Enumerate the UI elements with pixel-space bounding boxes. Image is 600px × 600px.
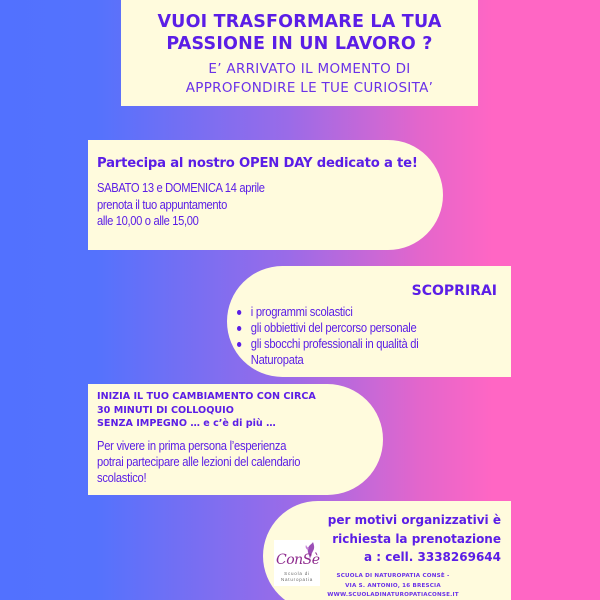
- discover-title: SCOPRIRAI: [411, 283, 497, 299]
- headline-line-1: VUOI TRASFORMARE LA TUA: [157, 12, 442, 32]
- list-item-text-continuation: Naturopata: [250, 352, 304, 367]
- bullet-icon: [237, 310, 241, 315]
- list-item: [237, 336, 418, 368]
- start-body-line-1: Per vivere in prima persona l’esperienza: [97, 437, 287, 453]
- list-item-text: gli obbiettivi del percorso personale: [250, 320, 417, 335]
- booking-line-2: richiesta la prenotazione: [332, 531, 501, 546]
- logo-subtitle-2: Naturopatia: [280, 577, 314, 582]
- logo-subtitle-1: Scuola di: [284, 571, 310, 576]
- open-day-dates: SABATO 13 e DOMENICA 14 aprile: [97, 180, 265, 195]
- open-day-title: Partecipa al nostro OPEN DAY dedicato a te!: [97, 156, 418, 171]
- list-item-text: i programmi scolastici: [250, 304, 353, 319]
- subheadline-line-1: E’ ARRIVATO IL MOMENTO DI: [208, 61, 411, 77]
- discover-card: [227, 266, 511, 377]
- school-website: WWW.SCUOLADINATUROPATIACONSE.IT: [327, 592, 459, 598]
- open-day-booking-note: prenota il tuo appuntamento: [97, 196, 227, 212]
- start-title-line-1: INIZIA IL TUO CAMBIAMENTO CON CIRCA: [97, 391, 316, 402]
- start-title-line-2: 30 MINUTI DI COLLOQUIO: [97, 404, 234, 416]
- booking-card: [263, 501, 511, 600]
- bullet-icon: [237, 326, 241, 331]
- start-title: [97, 390, 383, 431]
- logo-wordmark: ConSè: [276, 552, 320, 568]
- start-card: [88, 384, 383, 495]
- bullet-icon: [237, 342, 241, 347]
- start-body-line-3: scolastico!: [97, 469, 147, 485]
- open-day-times: alle 10,00 o alle 15,00: [97, 213, 199, 228]
- start-title-line-3: SENZA IMPEGNO … e c’è di più …: [97, 418, 276, 429]
- start-body-line-2: potrai partecipare alle lezioni del calendario: [97, 453, 301, 469]
- booking-phone: a : cell. 3338269644: [364, 550, 501, 564]
- school-info: [313, 572, 473, 600]
- headline-line-2: PASSIONE IN UN LAVORO ?: [166, 34, 433, 54]
- open-day-details: [97, 180, 395, 230]
- school-address: VIA S. ANTONIO, 16 BRESCIA: [345, 582, 441, 589]
- booking-note: [328, 511, 501, 567]
- list-item-text: gli sbocchi professionali in qualità di: [250, 336, 419, 351]
- booking-line-1: per motivi organizzativi è: [327, 513, 501, 527]
- list-item: [237, 304, 418, 320]
- headline: [121, 11, 478, 55]
- school-name: SCUOLA DI NATUROPATIA CONSÈ -: [336, 573, 450, 579]
- start-body: [97, 438, 343, 486]
- open-day-card: [88, 140, 443, 250]
- subheadline: [121, 60, 478, 98]
- list-item: [237, 320, 418, 336]
- subheadline-line-2: APPROFONDIRE LE TUE CURIOSITA’: [185, 80, 434, 96]
- header-card: [121, 0, 478, 106]
- discover-list: [237, 304, 418, 368]
